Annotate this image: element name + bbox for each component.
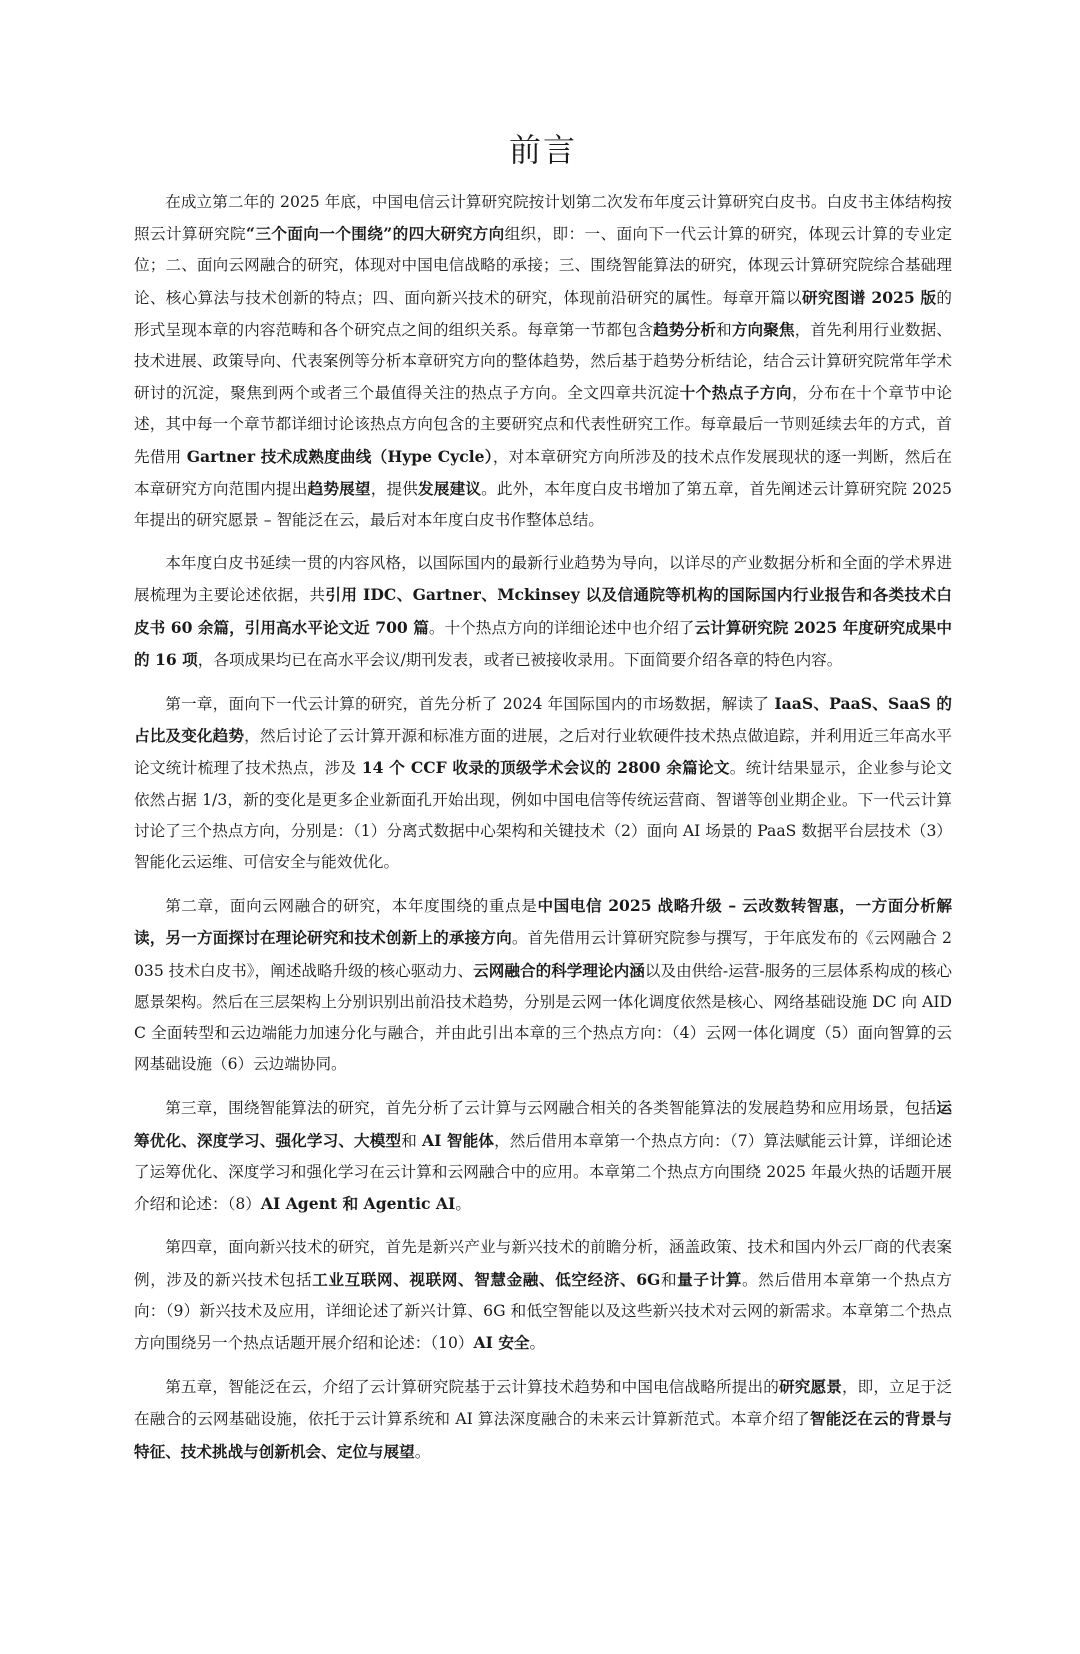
paragraph-text: 第二章，面向云网融合的研究，本年度围绕的重点是 bbox=[165, 897, 538, 916]
paragraph-intro bbox=[134, 187, 952, 536]
paragraph-text: 本年度白皮书延续一贯的内容风格，以国际国内的最新行业趋势为导向，以详尽的产业数据分析和全面的学术界进展梳理为主要论述依据，共 bbox=[134, 554, 952, 605]
emphasis-text: 研究图谱 2025 版 bbox=[801, 287, 937, 307]
paragraph-text: 和 bbox=[660, 1270, 678, 1289]
emphasis-text: 智能泛在云的背景与特征、技术挑战与创新机会、定位与展望 bbox=[134, 1409, 952, 1461]
paragraph-text: 。 bbox=[455, 1195, 471, 1214]
paragraph-text: 。此外，本年度白皮书增加了第五章，首先阐述云计算研究院 2025 年提出的研究愿景 – 智能泛在云，最后对本年度白皮书作整体总结。 bbox=[134, 479, 952, 530]
emphasis-text: 趋势展望 bbox=[307, 478, 371, 498]
emphasis-text: AI 智能体 bbox=[421, 1130, 495, 1150]
paragraph-chapter-2 bbox=[134, 890, 952, 1080]
paragraph-text: 以及由供给-运营-服务的三层体系构成的核心愿景架构。然后在三层架构上分别识别出前沿技术趋势，分别是云网一体化调度依然是核心、网络基础设施 DC 向 AIDC 全面转型和云边端能力加速分化与融合，并由此引出本章的三个热点方向：（4）云网一体化调度（5）面向智算的云网基础设施（6）云边端协同。 bbox=[134, 961, 952, 1074]
paragraph-text: ，提供 bbox=[370, 479, 419, 498]
emphasis-text: 云计算研究院 2025 年度研究成果中的 16 项 bbox=[134, 617, 953, 669]
paragraph-text: 。统计结果显示，企业参与论文依然占据 1/3，新的变化是更多企业新面孔开始出现，例如中国电信等传统运营商、智谱等创业期企业。下一代云计算讨论了三个热点方向，分别是：（1）分离式数据中心架构和关键技术（2）面向 AI 场景的 PaaS 数据平台层技术（3）智能化云运维、可信安全与能效优化。 bbox=[134, 759, 952, 872]
paragraph-text: 第一章，面向下一代云计算的研究，首先分析了 2024 年国际国内的市场数据，解读了 bbox=[165, 695, 775, 714]
emphasis-text: 工业互联网、视联网、智慧金融、低空经济、6G bbox=[312, 1269, 661, 1289]
paragraph-text: 第五章，智能泛在云，介绍了云计算研究院基于云计算技术趋势和中国电信战略所提出的 bbox=[165, 1378, 779, 1397]
emphasis-text: 引用 IDC、Gartner、Mckinsey 以及信通院等机构的国际国内行业报告和各类技术白皮书 60 余篇，引用高水平论文近 700 篇 bbox=[134, 585, 952, 637]
document-page bbox=[0, 127, 1080, 1654]
emphasis-text: 发展建议 bbox=[418, 478, 482, 498]
paragraph-text: 的形式呈现本章的内容范畴和各个研究点之间的组织关系。每章第一节都包含 bbox=[134, 288, 952, 339]
emphasis-text: AI 安全 bbox=[473, 1332, 530, 1352]
paragraph-text: 和 bbox=[401, 1131, 422, 1150]
paragraph-chapter-3 bbox=[134, 1092, 952, 1220]
emphasis-text: 云网融合的科学理论内涵 bbox=[473, 960, 645, 980]
emphasis-text: 14 个 CCF 收录的顶级学术会议的 2800 余篇论文 bbox=[361, 758, 730, 778]
paragraph-text: 和 bbox=[716, 320, 732, 339]
paragraph-text: 第四章，面向新兴技术的研究，首先是新兴产业与新兴技术的前瞻分析，涵盖政策、技术和国内外云厂商的代表案例，涉及的新兴技术包括 bbox=[134, 1238, 952, 1289]
paragraph-text: 组织，即：一、面向下一代云计算的研究，体现云计算的专业定位；二、面向云网融合的研究，体现对中国电信战略的承接；三、围绕智能算法的研究，体现云计算研究院综合基础理论、核心算法与技术创新的特点；四、面向新兴技术的研究，体现前沿研究的属性。每章开篇以 bbox=[134, 225, 952, 307]
paragraph-text: ，然后借用本章第一个热点方向：（7）算法赋能云计算，详细论述了运筹优化、深度学习和强化学习在云计算和云网融合中的应用。本章第二个热点方向围绕 2025 年最火热的话题开展介绍和论述：（8） bbox=[134, 1131, 952, 1214]
paragraph-text: 。首先借用云计算研究院参与撰写，于年底发布的《云网融合 2035 技术白皮书》，阐述战略升级的核心驱动力、 bbox=[134, 929, 952, 980]
page-title: 前言 bbox=[508, 131, 577, 169]
paragraph-text: ，对本章研究方向所涉及的技术点作发展现状的逐一判断，然后在本章研究方向范围内提出 bbox=[134, 447, 952, 498]
paragraph-text: ，首先利用行业数据、技术进展、政策导向、代表案例等分析本章研究方向的整体趋势，然后基于趋势分析结论，结合云计算研究院常年学术研讨的沉淀，聚焦到两个或者三个最值得关注的热点子方向。全文四章共沉淀 bbox=[134, 320, 952, 403]
paragraph-text: ，各项成果均已在高水平会议/期刊发表，或者已被接收录用。下面简要介绍各章的特色内容。 bbox=[197, 650, 843, 669]
paragraph-text: 。 bbox=[529, 1333, 546, 1352]
paragraph-text: 在成立第二年的 2025 年底，中国电信云计算研究院按计划第二次发布年度云计算研究白皮书。白皮书主体结构按照云计算研究院 bbox=[134, 193, 952, 244]
emphasis-text: 十个热点子方向 bbox=[679, 383, 792, 403]
emphasis-text: 趋势分析 bbox=[653, 319, 717, 339]
paragraph-chapter-5 bbox=[134, 1371, 952, 1468]
document-body bbox=[134, 187, 952, 1468]
emphasis-text: Gartner 技术成熟度曲线（Hype Cycle） bbox=[186, 446, 493, 466]
emphasis-text: IaaS、PaaS、SaaS 的占比及变化趋势 bbox=[134, 694, 953, 746]
paragraph-sources bbox=[134, 548, 952, 676]
paragraph-text: 。然后借用本章第一个热点方向：（9）新兴技术及应用，详细论述了新兴计算、6G 和低空智能以及这些新兴技术对云网的新需求。本章第二个热点方向围绕另一个热点话题开展介绍和论述：（10） bbox=[134, 1270, 952, 1352]
paragraph-chapter-4 bbox=[134, 1232, 952, 1359]
emphasis-text: 量子计算 bbox=[677, 1269, 742, 1289]
paragraph-text: 第三章，围绕智能算法的研究，首先分析了云计算与云网融合相关的各类智能算法的发展趋势和应用场景，包括 bbox=[165, 1099, 937, 1118]
emphasis-text: 运筹优化、深度学习、强化学习、大模型 bbox=[134, 1098, 952, 1150]
emphasis-text: 研究愿景 bbox=[778, 1377, 842, 1397]
paragraph-text: 。 bbox=[414, 1442, 431, 1461]
paragraph-chapter-1 bbox=[134, 688, 952, 878]
paragraph-text: 。十个热点方向的详细论述中也介绍了 bbox=[428, 618, 695, 637]
paragraph-text: ，即，立足于泛在融合的云网基础设施，依托于云计算系统和 AI 算法深度融合的未来云计算新范式。本章介绍了 bbox=[134, 1378, 952, 1429]
emphasis-text: 方向聚焦 bbox=[731, 319, 795, 339]
paragraph-text: ，分布在十个章节中论述，其中每一个章节都详细讨论该热点方向包含的主要研究点和代表性研究工作。每章最后一节则延续去年的方式，首先借用 bbox=[134, 384, 952, 466]
paragraph-text: ，然后讨论了云计算开源和标准方面的进展，之后对行业软硬件技术热点做追踪，并利用近三年高水平论文统计梳理了技术热点，涉及 bbox=[134, 727, 952, 778]
emphasis-text: “三个面向一个围绕”的四大研究方向 bbox=[245, 224, 505, 244]
emphasis-text: AI Agent 和 Agentic AI bbox=[260, 1194, 456, 1214]
emphasis-text: 中国电信 2025 战略升级 – 云改数转智惠，一方面分析解读，另一方面探讨在理论研究和技术创新上的承接方向 bbox=[134, 896, 952, 948]
